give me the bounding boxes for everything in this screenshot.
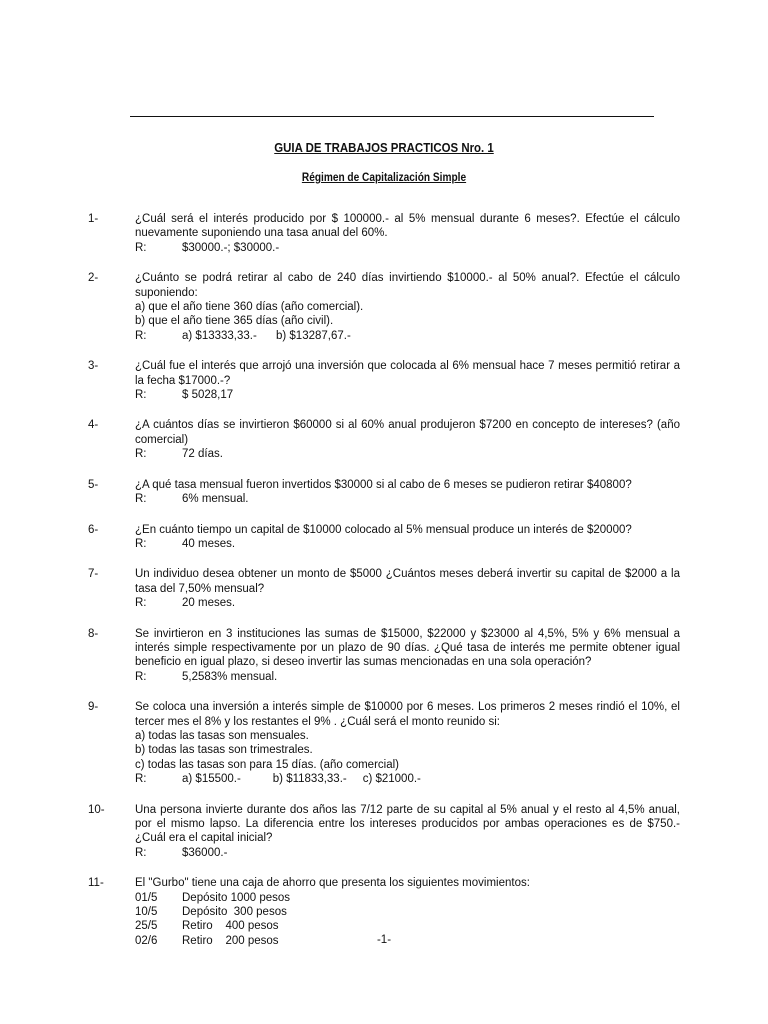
problem-body xyxy=(135,567,680,610)
movement-date: 10/5 xyxy=(135,906,158,919)
problem-number: 10- xyxy=(88,803,105,816)
page-number: -1- xyxy=(376,934,392,946)
problem-answer xyxy=(135,241,680,255)
problem-body xyxy=(135,271,680,343)
answer-label: R: xyxy=(135,493,147,506)
document-title: GUIA DE TRABAJOS PRACTICOS Nro. 1 xyxy=(274,140,494,155)
problem-item xyxy=(88,700,680,786)
answer-label: R: xyxy=(135,448,147,461)
problem-body xyxy=(135,359,680,402)
movement-description: Retiro 400 pesos xyxy=(182,920,279,933)
problem-number: 1- xyxy=(88,213,99,225)
problem-option-line: b) que el año tiene 365 días (año civil). xyxy=(135,315,334,328)
problem-answer xyxy=(135,772,680,786)
movement-row xyxy=(135,891,680,905)
answer-value: a) $13333,33.- b) $13287,67.- xyxy=(182,329,351,342)
movement-date: 25/5 xyxy=(135,920,158,933)
problem-question: ¿Cuál será el interés producido por $ 100000.- al 5% mensual durante 6 meses?. Efectúe el cálculo nuevamente suponiendo una tasa anual del 60%. xyxy=(135,213,680,240)
movement-description: Depósito 1000 pesos xyxy=(182,891,291,904)
problem-answer xyxy=(135,329,680,343)
problem-body xyxy=(135,700,680,786)
problem-answer xyxy=(135,596,680,610)
problem-item xyxy=(88,803,680,861)
problem-question: ¿En cuánto tiempo un capital de $10000 colocado al 5% mensual produce un interés de $20000? xyxy=(135,523,632,536)
answer-label: R: xyxy=(135,773,147,786)
answer-value: $30000.-; $30000.- xyxy=(182,241,280,254)
problem-answer xyxy=(135,537,680,551)
problem-question: Una persona invierte durante dos años las 7/12 parte de su capital al 5% anual y el resto al 4,5% anual, por el mismo lapso. La diferencia entre los intereses producidos por ambas operaciones es de $750.- ¿Cuál era el capital inicial? xyxy=(135,803,680,845)
problem-number: 2- xyxy=(88,272,99,285)
problem-number: 7- xyxy=(88,568,99,581)
problem-number: 9- xyxy=(88,701,99,714)
problem-number: 3- xyxy=(88,360,99,373)
answer-value: 40 meses. xyxy=(182,537,236,550)
answer-value: $36000.- xyxy=(182,846,228,859)
problem-body xyxy=(135,418,680,461)
document-subtitle: Régimen de Capitalización Simple xyxy=(301,172,467,184)
movement-row xyxy=(135,919,680,933)
answer-label: R: xyxy=(135,389,147,402)
movement-date: 01/5 xyxy=(135,891,158,904)
header-rule xyxy=(130,116,654,117)
problem-body xyxy=(135,212,680,255)
problem-answer xyxy=(135,447,680,461)
answer-value: 5,2583% mensual. xyxy=(182,670,278,683)
problem-question: El "Gurbo" tiene una caja de ahorro que presenta los siguientes movimientos: xyxy=(135,877,530,890)
answer-value: $ 5028,17 xyxy=(182,389,234,402)
problem-number: 4- xyxy=(88,419,99,432)
answer-value: 6% mensual. xyxy=(182,493,249,506)
problem-question: Se invirtieron en 3 instituciones las sumas de $15000, $22000 y $23000 al 4,5%, 5% y 6% mensual a interés simple respectivamente por un plazo de 90 días. ¿Qué tasa de interés me permite obtener igual beneficio en igual plazo, si deseo invertir las sumas mencionadas en una sola operación? xyxy=(135,627,680,669)
problem-number: 6- xyxy=(88,523,99,536)
problem-item xyxy=(88,212,680,255)
answer-value: a) $15500.- b) $11833,33.- c) $21000.- xyxy=(182,773,421,786)
problem-item xyxy=(88,567,680,610)
problem-list xyxy=(88,212,680,964)
answer-label: R: xyxy=(135,670,147,683)
problem-item xyxy=(88,627,680,685)
problem-option-line: b) todas las tasas son trimestrales. xyxy=(135,744,313,757)
problem-number: 8- xyxy=(88,627,99,640)
problem-item xyxy=(88,271,680,343)
answer-value: 20 meses. xyxy=(182,597,236,610)
problem-body xyxy=(135,627,680,685)
problem-answer xyxy=(135,846,680,860)
problem-answer xyxy=(135,670,680,684)
problem-number: 11- xyxy=(88,877,104,890)
problem-body xyxy=(135,803,680,861)
problem-number: 5- xyxy=(88,478,99,491)
answer-label: R: xyxy=(135,597,147,610)
problem-question: ¿Cuánto se podrá retirar al cabo de 240 días invirtiendo $10000.- al 50% anual?. Efectúe el cálculo suponiendo: xyxy=(135,272,680,299)
movement-description: Depósito 300 pesos xyxy=(182,906,287,919)
movement-row xyxy=(135,905,680,919)
answer-label: R: xyxy=(135,241,147,254)
problem-body xyxy=(135,523,680,552)
problem-question: ¿Cuál fue el interés que arrojó una inversión que colocada al 6% mensual hace 7 meses permitió retirar a la fecha $17000.-? xyxy=(135,360,680,387)
movement-date: 02/6 xyxy=(135,934,158,947)
answer-value: 72 días. xyxy=(182,448,223,461)
problem-question: Un individuo desea obtener un monto de $5000 ¿Cuántos meses deberá invertir su capital de $2000 a la tasa del 7,50% mensual? xyxy=(135,568,680,595)
answer-label: R: xyxy=(135,329,147,342)
problem-option-line: a) todas las tasas son mensuales. xyxy=(135,729,309,742)
problem-answer xyxy=(135,388,680,402)
problem-item xyxy=(88,359,680,402)
problem-body xyxy=(135,478,680,507)
answer-label: R: xyxy=(135,846,147,859)
problem-item xyxy=(88,523,680,552)
answer-label: R: xyxy=(135,537,147,550)
movement-description: Retiro 200 pesos xyxy=(182,934,279,947)
problem-item xyxy=(88,418,680,461)
problem-item xyxy=(88,478,680,507)
problem-question: Se coloca una inversión a interés simple de $10000 por 6 meses. Los primeros 2 meses rindió el 10%, el tercer mes el 8% y los restantes el 9% . ¿Cuál será el monto reunido si: xyxy=(135,701,680,728)
problem-question: ¿A cuántos días se invirtieron $60000 si al 60% anual produjeron $7200 en concepto de intereses? (año comercial) xyxy=(135,419,680,446)
problem-question: ¿A qué tasa mensual fueron invertidos $30000 si al cabo de 6 meses se pudieron retirar $40800? xyxy=(135,478,632,491)
problem-answer xyxy=(135,492,680,506)
problem-option-line: c) todas las tasas son para 15 días. (año comercial) xyxy=(135,758,399,771)
problem-option-line: a) que el año tiene 360 días (año comercial). xyxy=(135,301,364,314)
